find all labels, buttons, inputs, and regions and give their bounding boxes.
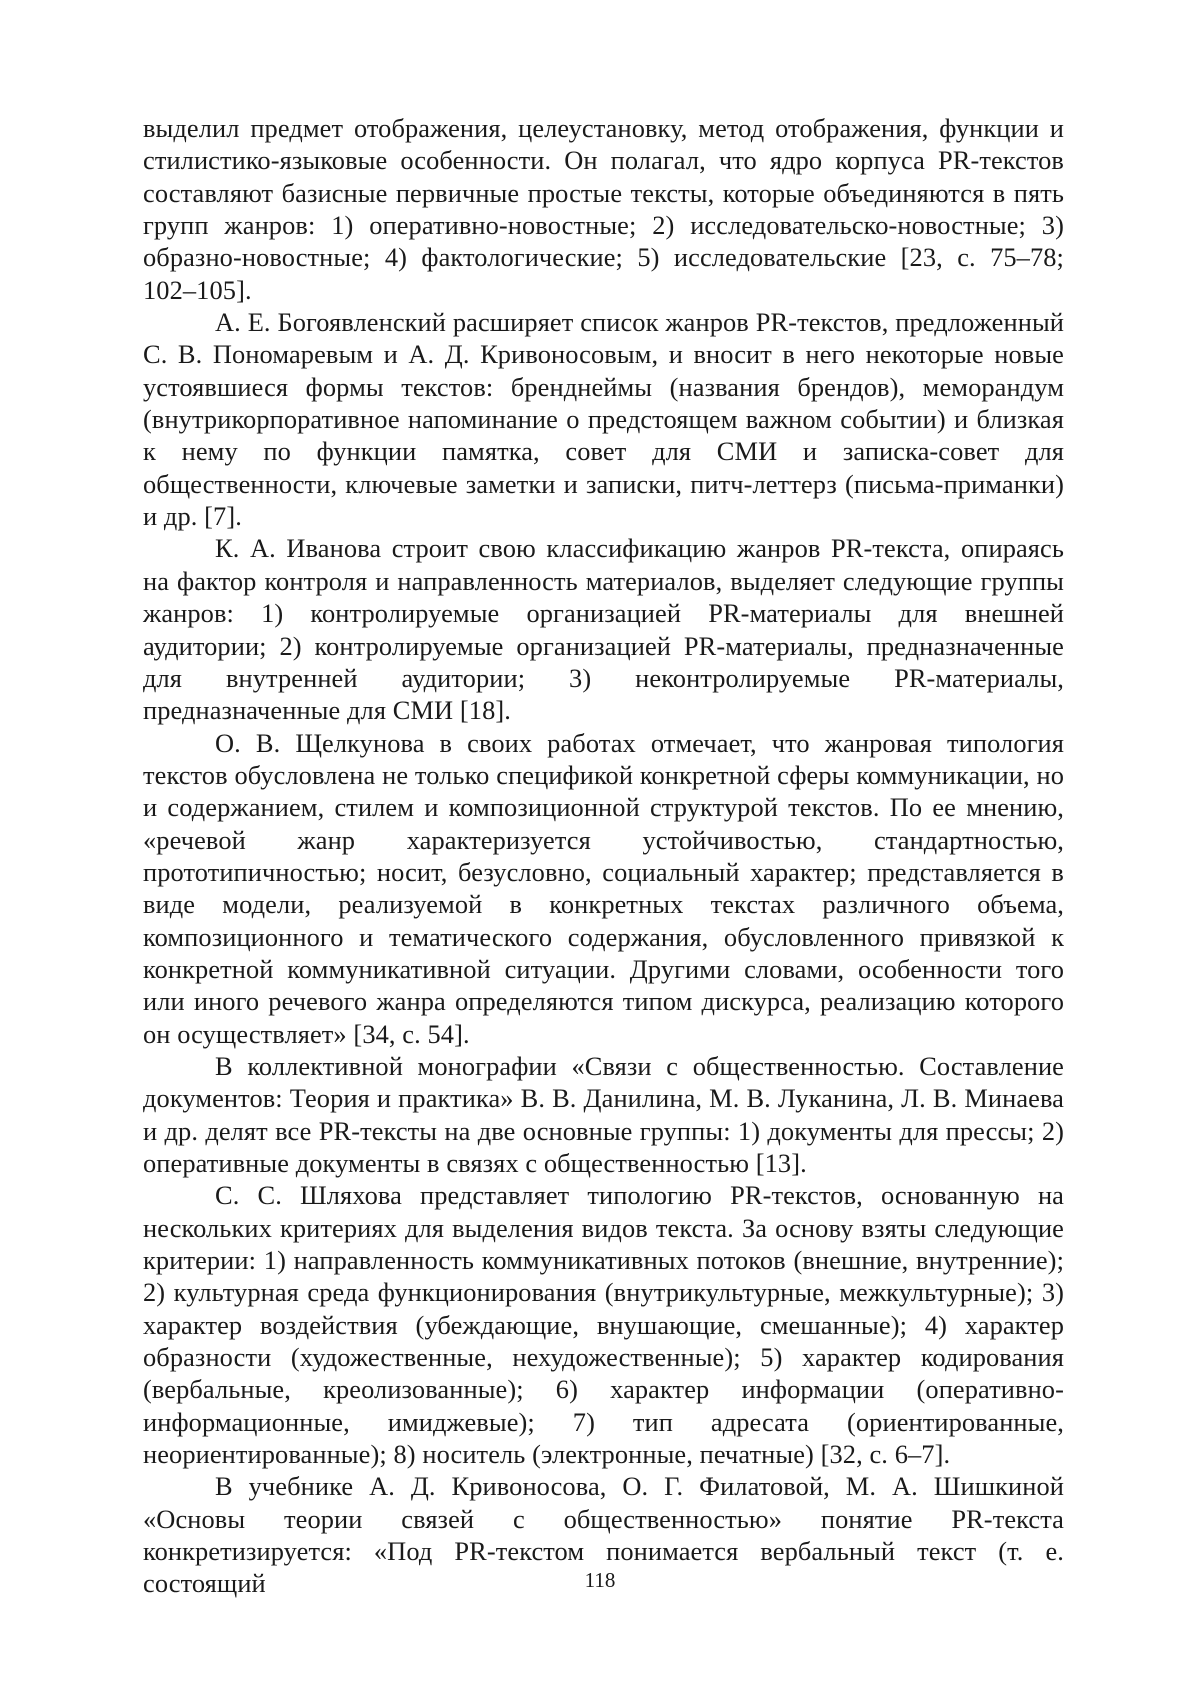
paragraph-2: А. Е. Богоявленский расширяет список жанров PR-текстов, предложенный С. В. Пономаревым и А. Д. Кривоносовым, и вносит в него некоторые новые устоявшиеся формы текстов: бренднеймы (названия брендов), меморандум (внутрикорпоративное напоминание о предстоящем важном событии) и близкая к нему по функции памятка, совет для СМИ и записка-совет для общественности, ключевые заметки и записки, питч-леттерз (письма-приманки) и др. [7].	[143, 307, 1064, 532]
page-number: 118	[584, 1568, 616, 1592]
paragraph-7: В учебнике А. Д. Кривоносова, О. Г. Филатовой, М. А. Шишкиной «Основы теории связей с общественностью» понятие PR-текста конкретизируется: «Под PR-текстом понимается вербальный текст (т. е. состоящий	[143, 1471, 1064, 1599]
body-text	[143, 112, 1064, 1600]
paragraph-1: выделил предмет отображения, целеустановку, метод отображения, функции и стилистико-языковые особенности. Он полагал, что ядро корпуса PR-текстов составляют базисные первичные простые тексты, которые объединяются в пять групп жанров: 1) оперативно-новостные; 2) исследовательско-новостные; 3) образно-новостные; 4) фактологические; 5) исследовательские [23, с. 75–78; 102–105].	[143, 113, 1064, 305]
paragraph-3: К. А. Иванова строит свою классификацию жанров PR-текста, опираясь на фактор контроля и направленность материалов, выделяет следующие группы жанров: 1) контролируемые организацией PR-материалы для внешней аудитории; 2) контролируемые организацией PR-материалы, предназначенные для внутренней аудитории; 3) неконтролируемые PR-материалы, предназначенные для СМИ [18].	[143, 533, 1064, 726]
paragraph-5: В коллективной монографии «Связи с общественностью. Составление документов: Теория и практика» В. В. Данилина, М. В. Луканина, Л. В. Минаева и др. делят все PR-тексты на две основные группы: 1) документы для прессы; 2) оперативные документы в связях с общественностью [13].	[143, 1050, 1064, 1178]
paragraph-6: С. С. Шляхова представляет типологию PR-текстов, основанную на нескольких критериях для выделения видов текста. За основу взяты следующие критерии: 1) направленность коммуникативных потоков (внешние, внутренние); 2) культурная среда функционирования (внутрикультурные, межкультурные); 3) характер воздействия (убеждающие, внушающие, смешанные); 4) характер образности (художественные, нехудожественные); 5) характер кодирования (вербальные, креолизованные); 6) характер информации (оперативно-информационные, имиджевые); 7) тип адресата (ориентированные, неориентированные); 8) носитель (электронные, печатные) [32, с. 6–7].	[143, 1180, 1064, 1470]
paragraph-4: О. В. Щелкунова в своих работах отмечает, что жанровая типология текстов обусловлена не только спецификой конкретной сферы коммуникации, но и содержанием, стилем и композиционной структурой текстов. По ее мнению, «речевой жанр характеризуется устойчивостью, стандартностью, прототипичностью; носит, безусловно, социальный характер; представляется в виде модели, реализуемой в конкретных текстах различного объема, композиционного и тематического содержания, обусловленного привязкой к конкретной коммуникативной ситуации. Другими словами, особенности того или иного речевого жанра определяются типом дискурса, реализацию которого он осуществляет» [34, с. 54].	[143, 727, 1064, 1049]
